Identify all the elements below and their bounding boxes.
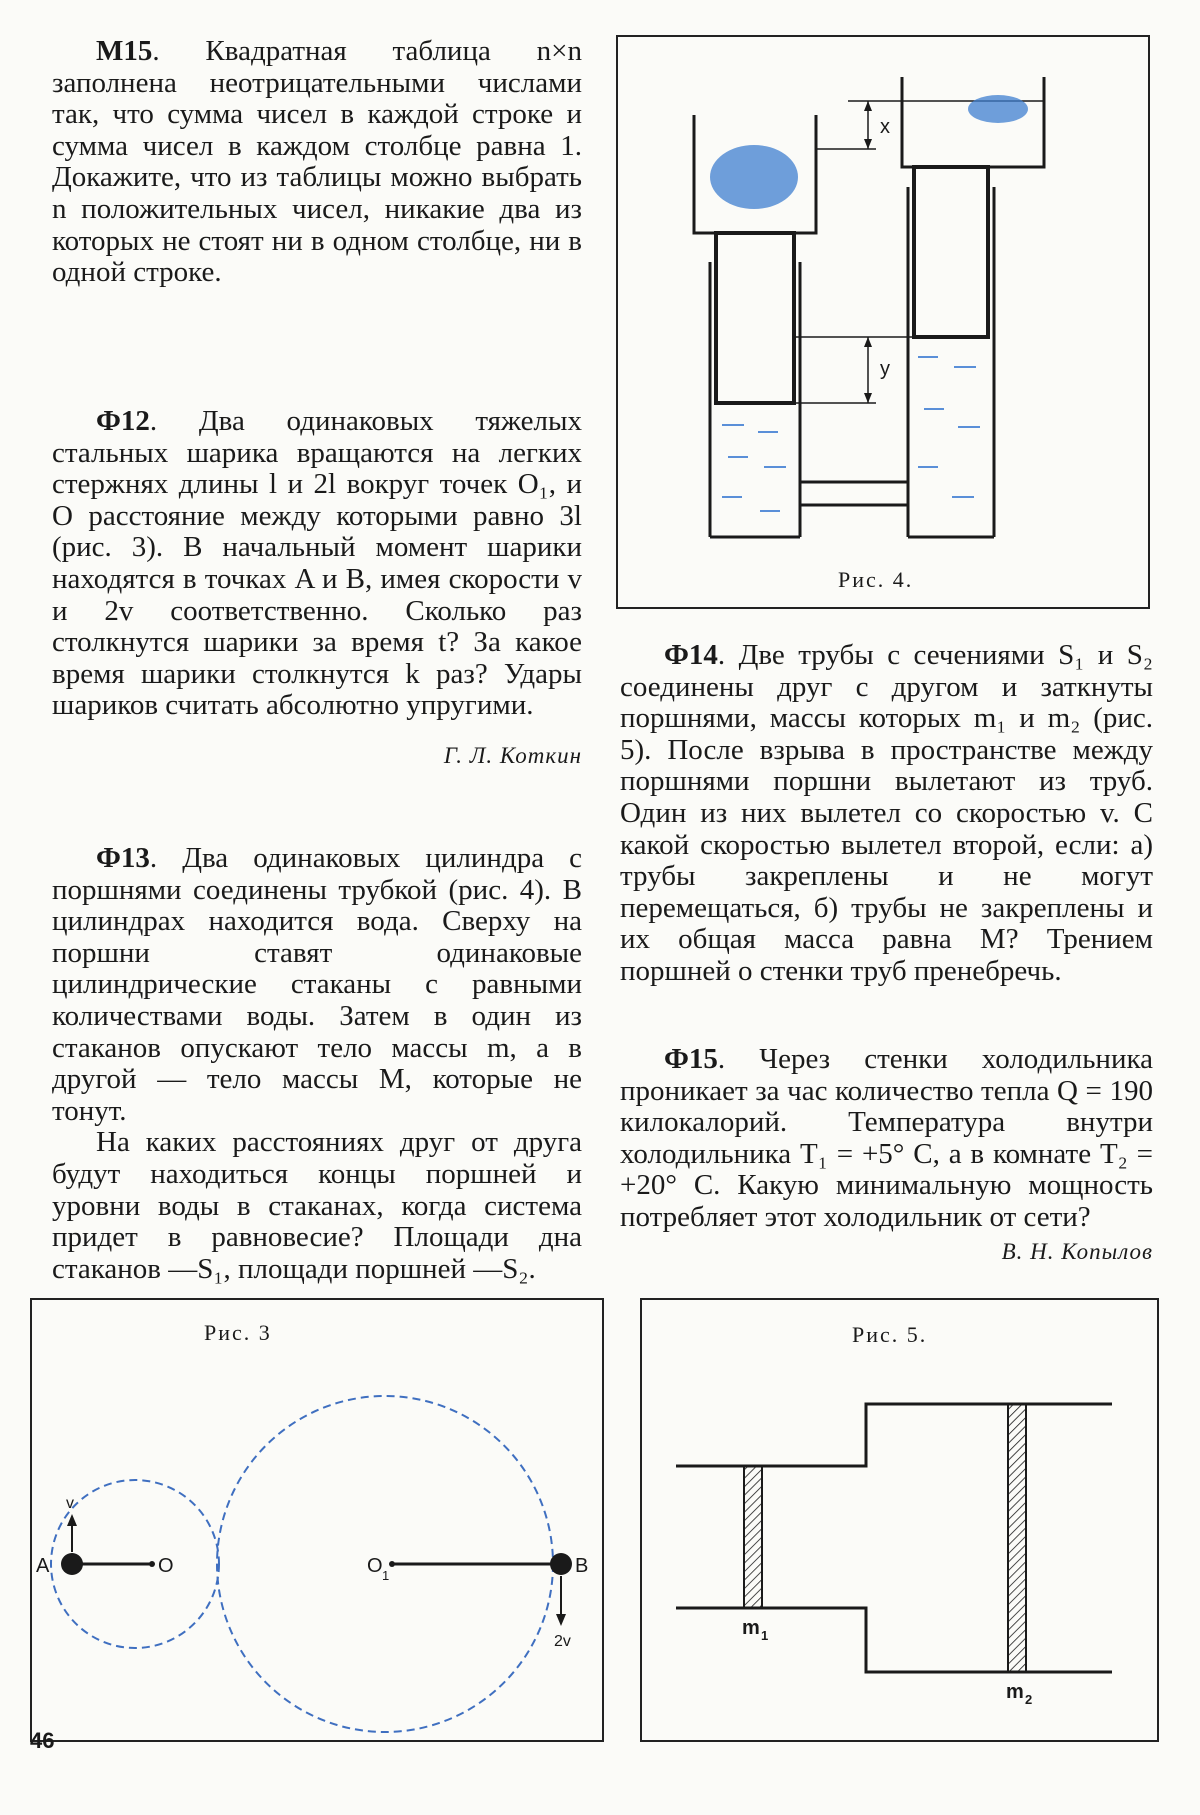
point-o: [149, 1561, 155, 1567]
label-2v: 2v: [554, 1633, 571, 1650]
figure-5: [640, 1298, 1159, 1742]
ball-a: [61, 1553, 83, 1575]
right-glass-water: [968, 95, 1028, 123]
left-piston: [716, 233, 794, 403]
piston-m1: [744, 1466, 762, 1608]
right-piston: [914, 167, 988, 337]
label-m2-sub: 2: [1025, 1692, 1033, 1707]
problem-f12-text: . Два одинаковых тяжелых стальных шарика вращаются на легких стержнях длины l и 2l вокруг точек O₁, и O расстояние между которыми равно 3l (рис. 3). В начальный момент шарики находятся в точках A и B, имея скорости v и 2v соответственно. Сколько раз столкнутся шарики за время t? За какое время шарики столкнутся k раз? Удары шариков считать абсолютно упругими.: [52, 405, 582, 722]
figure-5-caption: Рис. 5.: [852, 1322, 928, 1347]
label-x: x: [880, 116, 890, 138]
figure-3: [30, 1298, 604, 1742]
page-number: 46: [30, 1728, 55, 1753]
problem-f13: [52, 843, 582, 1285]
label-m1: m: [742, 1617, 760, 1639]
figure-3-caption: Рис. 3: [204, 1320, 272, 1345]
figure-4-drawing: [618, 37, 1148, 607]
left-glass-water: [710, 145, 798, 209]
label-b: B: [575, 1555, 589, 1577]
arrow-v: [67, 1514, 77, 1526]
label-m2: m: [1006, 1681, 1024, 1703]
arrow-2v: [556, 1614, 566, 1626]
problem-f14-text: . Две трубы с сечениями S₁ и S₂ соединены друг с другом и заткнуты поршнями, массы которых m₁ и m₂ (рис. 5). После взрыва в пространстве между поршнями поршни вылетают из труб. Один из них вылетел со скоростью v. С какой скоростью вылетел второй, если: а) трубы закреплены и не могут перемещаться, б) трубы не закреплены и их общая масса равна M? Трением поршней о стенки труб пренебречь.: [620, 639, 1153, 987]
problem-f12-author: Г. Л. Коткин: [443, 742, 582, 768]
problem-f14-number: Ф14: [664, 639, 718, 671]
problem-f12: [52, 406, 582, 772]
point-o1: [389, 1561, 395, 1567]
problem-m15-text: . Квадратная таблица n×n заполнена неотрицательными числами так, что сумма чисел в каждой строке и сумма чисел в каждом столбце равна 1. Докажите, что из таблицы можно выбрать n положительных чисел, никакие два из которых не стоят ни в одном столбце, ни в одной строке.: [52, 35, 582, 289]
problem-f15-text: . Через стенки холодильника проникает за час количество тепла Q = 190 килокалорий. Температура внутри холодильника T₁ = +5° C, а в комнате T₂ = +20° C. Какую минимальную мощность потребляет этот холодильник от сети?: [620, 1043, 1153, 1233]
problem-f15-number: Ф15: [664, 1043, 718, 1075]
problem-m15-number: М15: [96, 35, 153, 67]
problem-f12-number: Ф12: [96, 405, 150, 437]
figure-5-drawing: [642, 1300, 1157, 1740]
problem-f13-number: Ф13: [96, 842, 150, 874]
label-o1-sub: 1: [382, 1568, 390, 1583]
problem-f15: [620, 1044, 1153, 1267]
problem-f13-text: . Два одинаковых цилиндра с поршнями соединены трубкой (рис. 4). В цилиндрах находится вода. Сверху на поршни ставят одинаковые цилиндрические стаканы с равными количествами воды. Затем в один из стаканов опускают тело массы m, а в другой — тело массы M, которые не тонут.: [52, 842, 582, 1127]
ball-b: [550, 1553, 572, 1575]
label-v: v: [66, 1495, 74, 1512]
problem-f15-author: В. Н. Копылов: [1001, 1238, 1153, 1264]
problem-f14: [620, 640, 1153, 988]
cylinder-water: [722, 357, 980, 511]
label-y: y: [880, 358, 890, 380]
problem-m15: [52, 36, 582, 289]
figure-4: [616, 35, 1150, 609]
label-a: A: [36, 1555, 50, 1577]
label-m1-sub: 1: [761, 1628, 769, 1643]
label-o1: O: [367, 1555, 383, 1577]
problem-f13-text2: На каких расстояниях друг от друга будут находиться концы поршней и уровни воды в стаканах, когда система придет в равновесие? Площади дна стаканов —S₁, площади поршней —S₂.: [52, 1126, 582, 1285]
label-o: O: [158, 1555, 174, 1577]
piston-m2: [1008, 1404, 1026, 1672]
figure-3-drawing: [32, 1300, 602, 1740]
figure-4-caption: Рис. 4.: [838, 567, 914, 592]
right-glass: [902, 77, 1044, 167]
